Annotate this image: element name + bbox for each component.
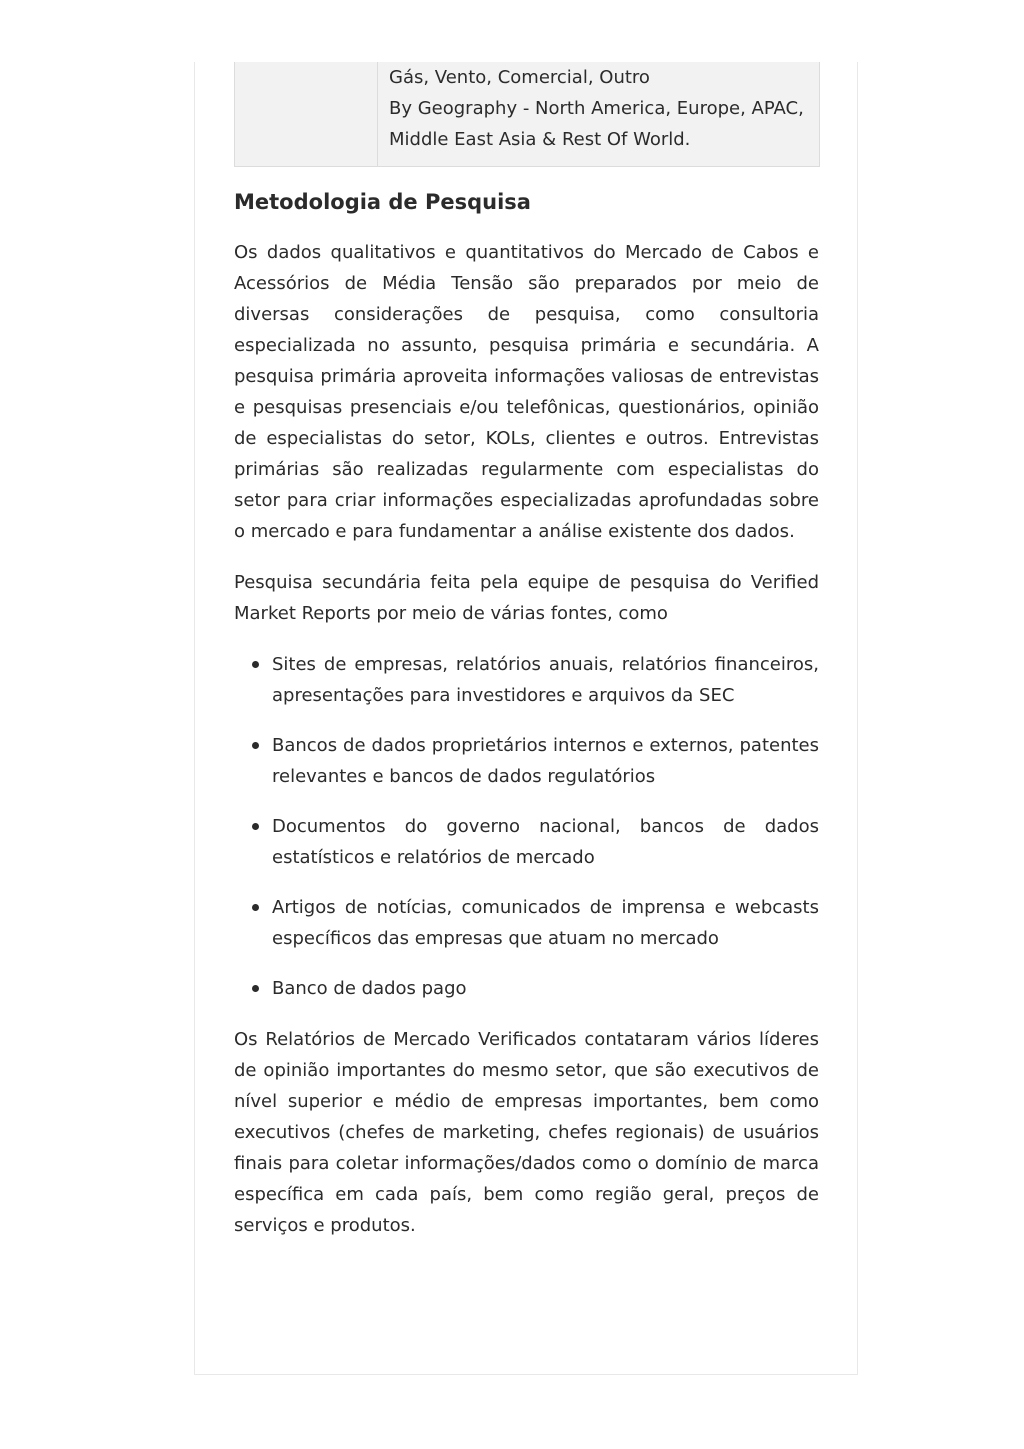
segmentation-line: By Geography - North America, Europe, APAC,: [389, 98, 804, 119]
list-item: [272, 811, 819, 873]
bullet-icon: [252, 985, 259, 992]
segmentation-line: Middle East Asia & Rest Of World.: [389, 129, 691, 150]
segmentation-value-cell: [378, 62, 820, 167]
bullet-icon: [252, 904, 259, 911]
secondary-research-paragraph: Pesquisa secundária feita pela equipe de pesquisa do Verified Market Reports por meio de várias fontes, como: [234, 572, 819, 624]
segmentation-label-cell: [235, 62, 378, 167]
list-item: [272, 973, 819, 1004]
list-item-text: Artigos de notícias, comunicados de imprensa e webcasts específicos das empresas que atuam no mercado: [272, 897, 819, 949]
bullet-icon: [252, 661, 259, 668]
methodology-paragraph: Os dados qualitativos e quantitativos do Mercado de Cabos e Acessórios de Média Tensão são preparados por meio de diversas considerações de pesquisa, como consultoria especializada no assunto, pesquisa primária e secundária. A pesquisa primária aproveita informações valiosas de entrevistas e pesquisas presenciais e/ou telefônicas, questionários, opinião de especialistas do setor, KOLs, clientes e outros. Entrevistas primárias são realizadas regularmente com especialistas do setor para criar informações especializadas aprofundadas sobre o mercado e para fundamentar a análise existente dos dados.: [234, 242, 819, 542]
list-item: [272, 892, 819, 954]
section-heading: Metodologia de Pesquisa: [234, 190, 531, 214]
segmentation-table: [234, 62, 820, 167]
bullet-icon: [252, 823, 259, 830]
segmentation-line: Gás, Vento, Comercial, Outro: [389, 67, 650, 88]
bullet-icon: [252, 742, 259, 749]
report-content: [234, 62, 819, 1241]
list-item-text: Sites de empresas, relatórios anuais, relatórios financeiros, apresentações para investidores e arquivos da SEC: [272, 654, 819, 706]
list-item: [272, 730, 819, 792]
list-item-text: Documentos do governo nacional, bancos de dados estatísticos e relatórios de mercado: [272, 816, 819, 868]
table-row: [235, 62, 820, 167]
list-item-text: Banco de dados pago: [272, 978, 467, 999]
list-item: [272, 649, 819, 711]
key-opinion-leaders-paragraph: Os Relatórios de Mercado Verificados contataram vários líderes de opinião importantes do mesmo setor, que são executivos de nível superior e médio de empresas importantes, bem como executivos (chefes de marketing, chefes regionais) de usuários finais para coletar informações/dados como o domínio de marca específica em cada país, bem como região geral, preços de serviços e produtos.: [234, 1029, 819, 1236]
list-item-text: Bancos de dados proprietários internos e externos, patentes relevantes e bancos de dados regulatórios: [272, 735, 819, 787]
sources-list: [234, 649, 819, 1004]
